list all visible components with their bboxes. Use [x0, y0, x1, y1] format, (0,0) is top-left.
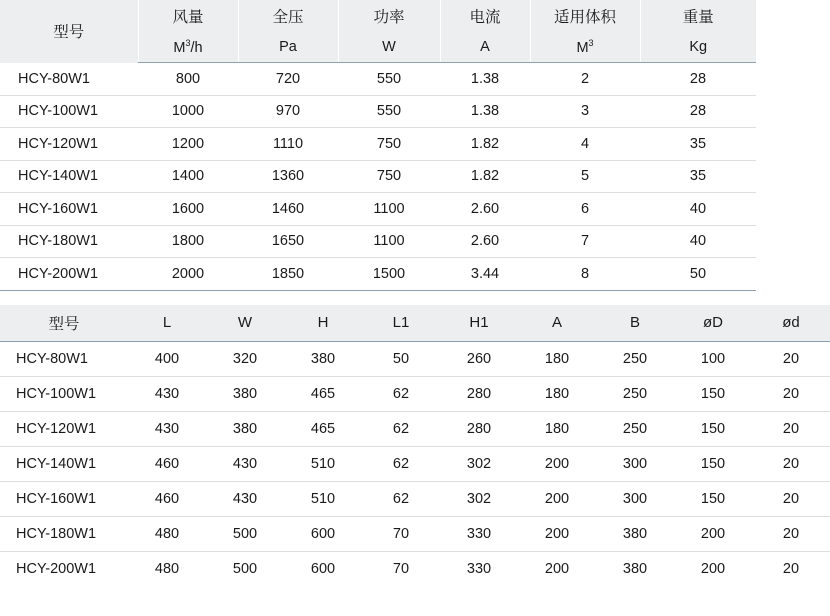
- cell-weight: 35: [640, 160, 756, 193]
- table-row: [0, 95, 756, 128]
- cell-W: 430: [206, 446, 284, 481]
- cell-diameter-d: 20: [752, 481, 830, 516]
- cell-diameter-D: 150: [674, 376, 752, 411]
- cell-weight: 28: [640, 63, 756, 96]
- cell-H: 600: [284, 516, 362, 551]
- cell-W: 430: [206, 481, 284, 516]
- cell-weight: 40: [640, 193, 756, 226]
- table-row: [0, 160, 756, 193]
- header-weight: 重量: [640, 0, 756, 31]
- table-row: [0, 376, 830, 411]
- cell-model: HCY-100W1: [0, 95, 138, 128]
- cell-volume: 4: [530, 128, 640, 161]
- cell-model: HCY-180W1: [0, 516, 128, 551]
- cell-weight: 35: [640, 128, 756, 161]
- cell-diameter-d: 20: [752, 341, 830, 376]
- cell-L1: 70: [362, 516, 440, 551]
- table-row: [0, 128, 756, 161]
- header-A: A: [518, 305, 596, 342]
- cell-diameter-d: 20: [752, 551, 830, 586]
- header-unit-volume: $M^3$: [530, 31, 640, 63]
- cell-H: 465: [284, 411, 362, 446]
- cell-L1: 62: [362, 481, 440, 516]
- cell-H: 465: [284, 376, 362, 411]
- cell-model: HCY-200W1: [0, 551, 128, 586]
- cell-pressure: 1850: [238, 258, 338, 291]
- header-diameter-d: ød: [752, 305, 830, 342]
- header-B: B: [596, 305, 674, 342]
- cell-L: 460: [128, 446, 206, 481]
- cell-airflow: 1200: [138, 128, 238, 161]
- header-current: 电流: [440, 0, 530, 31]
- dimensions-table-body: [0, 341, 830, 586]
- header-L1: L1: [362, 305, 440, 342]
- table-row: [0, 446, 830, 481]
- cell-L1: 70: [362, 551, 440, 586]
- cell-diameter-d: 20: [752, 376, 830, 411]
- cell-diameter-d: 20: [752, 516, 830, 551]
- cell-H1: 260: [440, 341, 518, 376]
- cell-pressure: 1110: [238, 128, 338, 161]
- table-row: [0, 258, 756, 291]
- dimensions-table-wrapper: [0, 305, 800, 586]
- header-airflow: 风量: [138, 0, 238, 31]
- cell-weight: 40: [640, 225, 756, 258]
- cell-W: 380: [206, 411, 284, 446]
- cell-model: HCY-200W1: [0, 258, 138, 291]
- cell-weight: 28: [640, 95, 756, 128]
- header-unit-weight: Kg: [640, 31, 756, 63]
- cell-current: 2.60: [440, 193, 530, 226]
- cell-current: 1.38: [440, 63, 530, 96]
- header-model: 型号: [0, 0, 138, 63]
- cell-L1: 50: [362, 341, 440, 376]
- cell-volume: 6: [530, 193, 640, 226]
- cell-volume: 3: [530, 95, 640, 128]
- header-diameter-D: øD: [674, 305, 752, 342]
- cell-model: HCY-100W1: [0, 376, 128, 411]
- cell-model: HCY-140W1: [0, 446, 128, 481]
- cell-airflow: 800: [138, 63, 238, 96]
- performance-table-body: [0, 63, 756, 291]
- cell-diameter-D: 150: [674, 481, 752, 516]
- cell-L: 430: [128, 411, 206, 446]
- cell-H1: 302: [440, 446, 518, 481]
- cell-pressure: 1460: [238, 193, 338, 226]
- cell-power: 1100: [338, 193, 440, 226]
- dimensions-table: [0, 305, 830, 586]
- cell-L1: 62: [362, 446, 440, 481]
- cell-airflow: 1800: [138, 225, 238, 258]
- cell-W: 500: [206, 551, 284, 586]
- cell-power: 550: [338, 63, 440, 96]
- cell-power: 1500: [338, 258, 440, 291]
- cell-diameter-D: 100: [674, 341, 752, 376]
- performance-table: [0, 0, 756, 291]
- cell-model: HCY-120W1: [0, 411, 128, 446]
- cell-airflow: 1400: [138, 160, 238, 193]
- cell-power: 1100: [338, 225, 440, 258]
- cell-H: 510: [284, 481, 362, 516]
- cell-volume: 8: [530, 258, 640, 291]
- cell-pressure: 970: [238, 95, 338, 128]
- cell-L: 480: [128, 516, 206, 551]
- cell-pressure: 720: [238, 63, 338, 96]
- cell-B: 250: [596, 376, 674, 411]
- cell-volume: 5: [530, 160, 640, 193]
- dimensions-header-row: [0, 305, 830, 342]
- header-model: 型号: [0, 305, 128, 342]
- cell-B: 250: [596, 341, 674, 376]
- header-unit-airflow: $M^3/h$: [138, 31, 238, 63]
- cell-current: 1.82: [440, 128, 530, 161]
- table-row: [0, 193, 756, 226]
- cell-volume: 7: [530, 225, 640, 258]
- header-total-pressure: 全压: [238, 0, 338, 31]
- cell-B: 380: [596, 516, 674, 551]
- table-row: [0, 63, 756, 96]
- cell-diameter-d: 20: [752, 411, 830, 446]
- cell-power: 750: [338, 128, 440, 161]
- header-unit-current: A: [440, 31, 530, 63]
- cell-W: 380: [206, 376, 284, 411]
- cell-W: 500: [206, 516, 284, 551]
- cell-A: 200: [518, 551, 596, 586]
- header-unit-pressure: Pa: [238, 31, 338, 63]
- cell-model: HCY-140W1: [0, 160, 138, 193]
- cell-power: 550: [338, 95, 440, 128]
- cell-B: 250: [596, 411, 674, 446]
- table-row: [0, 481, 830, 516]
- header-W: W: [206, 305, 284, 342]
- cell-H1: 280: [440, 411, 518, 446]
- cell-L: 400: [128, 341, 206, 376]
- performance-header-row-1: [0, 0, 756, 31]
- header-L: L: [128, 305, 206, 342]
- cell-model: HCY-160W1: [0, 193, 138, 226]
- cell-A: 180: [518, 411, 596, 446]
- cell-current: 1.82: [440, 160, 530, 193]
- cell-airflow: 2000: [138, 258, 238, 291]
- table-row: [0, 225, 756, 258]
- table-row: [0, 341, 830, 376]
- performance-table-head: [0, 0, 756, 63]
- cell-H1: 280: [440, 376, 518, 411]
- cell-current: 3.44: [440, 258, 530, 291]
- cell-A: 200: [518, 516, 596, 551]
- cell-B: 300: [596, 481, 674, 516]
- cell-pressure: 1650: [238, 225, 338, 258]
- cell-A: 200: [518, 481, 596, 516]
- cell-weight: 50: [640, 258, 756, 291]
- cell-model: HCY-180W1: [0, 225, 138, 258]
- cell-L: 480: [128, 551, 206, 586]
- cell-L1: 62: [362, 411, 440, 446]
- cell-diameter-D: 150: [674, 411, 752, 446]
- cell-L1: 62: [362, 376, 440, 411]
- header-power: 功率: [338, 0, 440, 31]
- table-row: [0, 516, 830, 551]
- cell-diameter-d: 20: [752, 446, 830, 481]
- cell-H: 600: [284, 551, 362, 586]
- cell-W: 320: [206, 341, 284, 376]
- cell-airflow: 1600: [138, 193, 238, 226]
- cell-H1: 330: [440, 551, 518, 586]
- cell-H: 380: [284, 341, 362, 376]
- cell-A: 180: [518, 376, 596, 411]
- table-row: [0, 411, 830, 446]
- cell-B: 300: [596, 446, 674, 481]
- cell-diameter-D: 200: [674, 516, 752, 551]
- cell-A: 180: [518, 341, 596, 376]
- header-applicable-volume: 适用体积: [530, 0, 640, 31]
- cell-volume: 2: [530, 63, 640, 96]
- dimensions-table-head: [0, 305, 830, 342]
- cell-diameter-D: 150: [674, 446, 752, 481]
- cell-model: HCY-120W1: [0, 128, 138, 161]
- cell-L: 460: [128, 481, 206, 516]
- cell-H1: 302: [440, 481, 518, 516]
- cell-current: 1.38: [440, 95, 530, 128]
- header-unit-power: W: [338, 31, 440, 63]
- cell-diameter-D: 200: [674, 551, 752, 586]
- cell-model: HCY-80W1: [0, 341, 128, 376]
- header-H: H: [284, 305, 362, 342]
- cell-pressure: 1360: [238, 160, 338, 193]
- cell-H1: 330: [440, 516, 518, 551]
- table-row: [0, 551, 830, 586]
- cell-H: 510: [284, 446, 362, 481]
- cell-L: 430: [128, 376, 206, 411]
- cell-current: 2.60: [440, 225, 530, 258]
- cell-B: 380: [596, 551, 674, 586]
- cell-power: 750: [338, 160, 440, 193]
- cell-model: HCY-80W1: [0, 63, 138, 96]
- cell-A: 200: [518, 446, 596, 481]
- cell-model: HCY-160W1: [0, 481, 128, 516]
- header-H1: H1: [440, 305, 518, 342]
- cell-airflow: 1000: [138, 95, 238, 128]
